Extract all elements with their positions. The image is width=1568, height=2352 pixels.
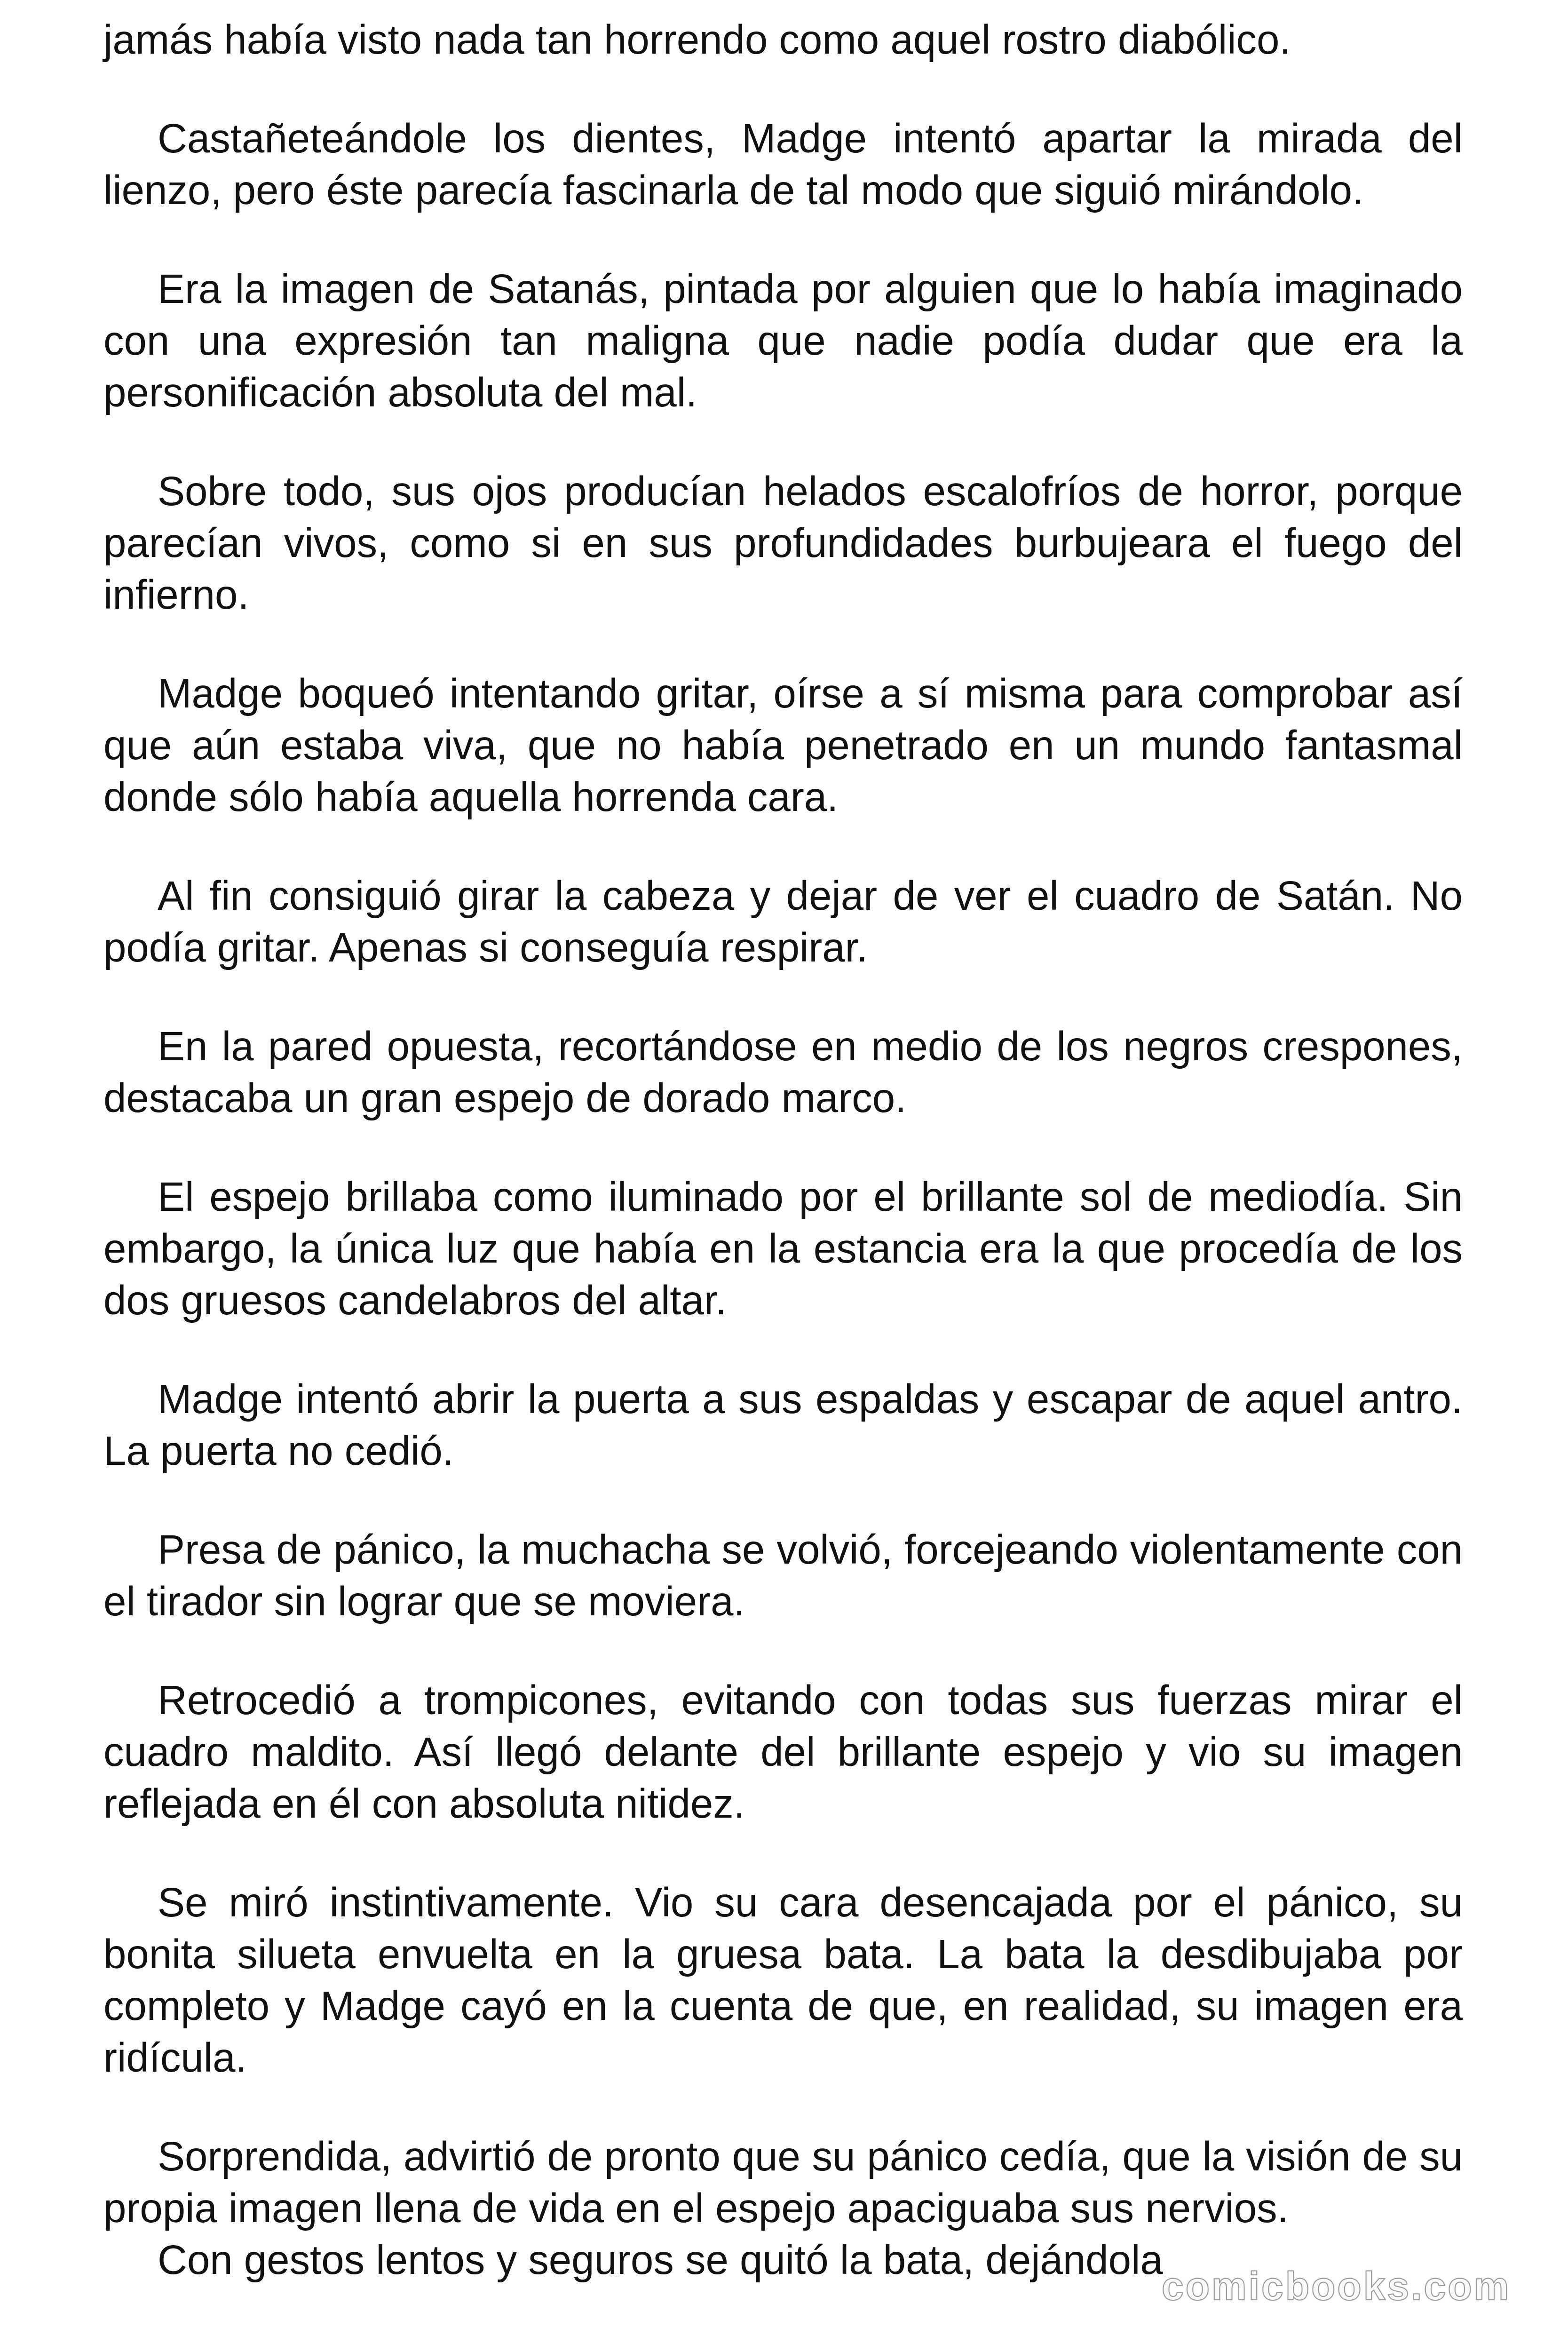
paragraph-11: Retrocedió a trompicones, evitando con todas sus fuerzas mirar el cuadro maldito. Así llegó delante del brillante espejo y vio su imagen reflejada en él con absoluta nitidez. xyxy=(103,1677,1463,1827)
paragraph-3: Era la imagen de Satanás, pintada por alguien que lo había imaginado con una expresión tan maligna que nadie podía dudar que era la personificación absoluta del mal. xyxy=(103,266,1463,415)
paragraph-14: Con gestos lentos y seguros se quitó la bata, dejándola xyxy=(158,2237,1163,2283)
paragraph-9: Madge intentó abrir la puerta a sus espaldas y escapar de aquel antro. La puerta no cedió. xyxy=(103,1376,1463,1474)
paragraph-8: El espejo brillaba como iluminado por el brillante sol de mediodía. Sin embargo, la única luz que había en la estancia era la que procedía de los dos gruesos candelabros del altar. xyxy=(103,1174,1463,1323)
paragraph-4: Sobre todo, sus ojos producían helados escalofríos de horror, porque parecían vivos, como si en sus profundidades burbujeara el fuego del infierno. xyxy=(103,469,1463,618)
paragraph-5: Madge boqueó intentando gritar, oírse a sí misma para comprobar así que aún estaba viva, que no había penetrado en un mundo fantasmal donde sólo había aquella horrenda cara. xyxy=(103,671,1463,820)
paragraph-1: jamás había visto nada tan horrendo como aquel rostro diabólico. xyxy=(103,17,1291,63)
paragraph-6: Al fin consiguió girar la cabeza y dejar de ver el cuadro de Satán. No podía gritar. Apenas si conseguía respirar. xyxy=(103,873,1463,970)
paragraph-13: Sorprendida, advirtió de pronto que su pánico cedía, que la visión de su propia imagen llena de vida en el espejo apaciguaba sus nervios. xyxy=(103,2134,1463,2231)
paragraph-2: Castañeteándole los dientes, Madge intentó apartar la mirada del lienzo, pero éste parecía fascinarla de tal modo que siguió mirándolo. xyxy=(103,116,1463,213)
paragraph-10: Presa de pánico, la muchacha se volvió, forcejeando violentamente con el tirador sin lograr que se moviera. xyxy=(103,1527,1463,1624)
document-page xyxy=(103,14,1463,2286)
watermark-logo: comicbooks.com xyxy=(1162,2264,1511,2308)
paragraph-12: Se miró instintivamente. Vio su cara desencajada por el pánico, su bonita silueta envuelta en la gruesa bata. La bata la desdibujaba por completo y Madge cayó en la cuenta de que, en realidad, su imagen era ridícula. xyxy=(103,1880,1463,2081)
paragraph-7: En la pared opuesta, recortándose en medio de los negros crespones, destacaba un gran espejo de dorado marco. xyxy=(103,1024,1463,1121)
